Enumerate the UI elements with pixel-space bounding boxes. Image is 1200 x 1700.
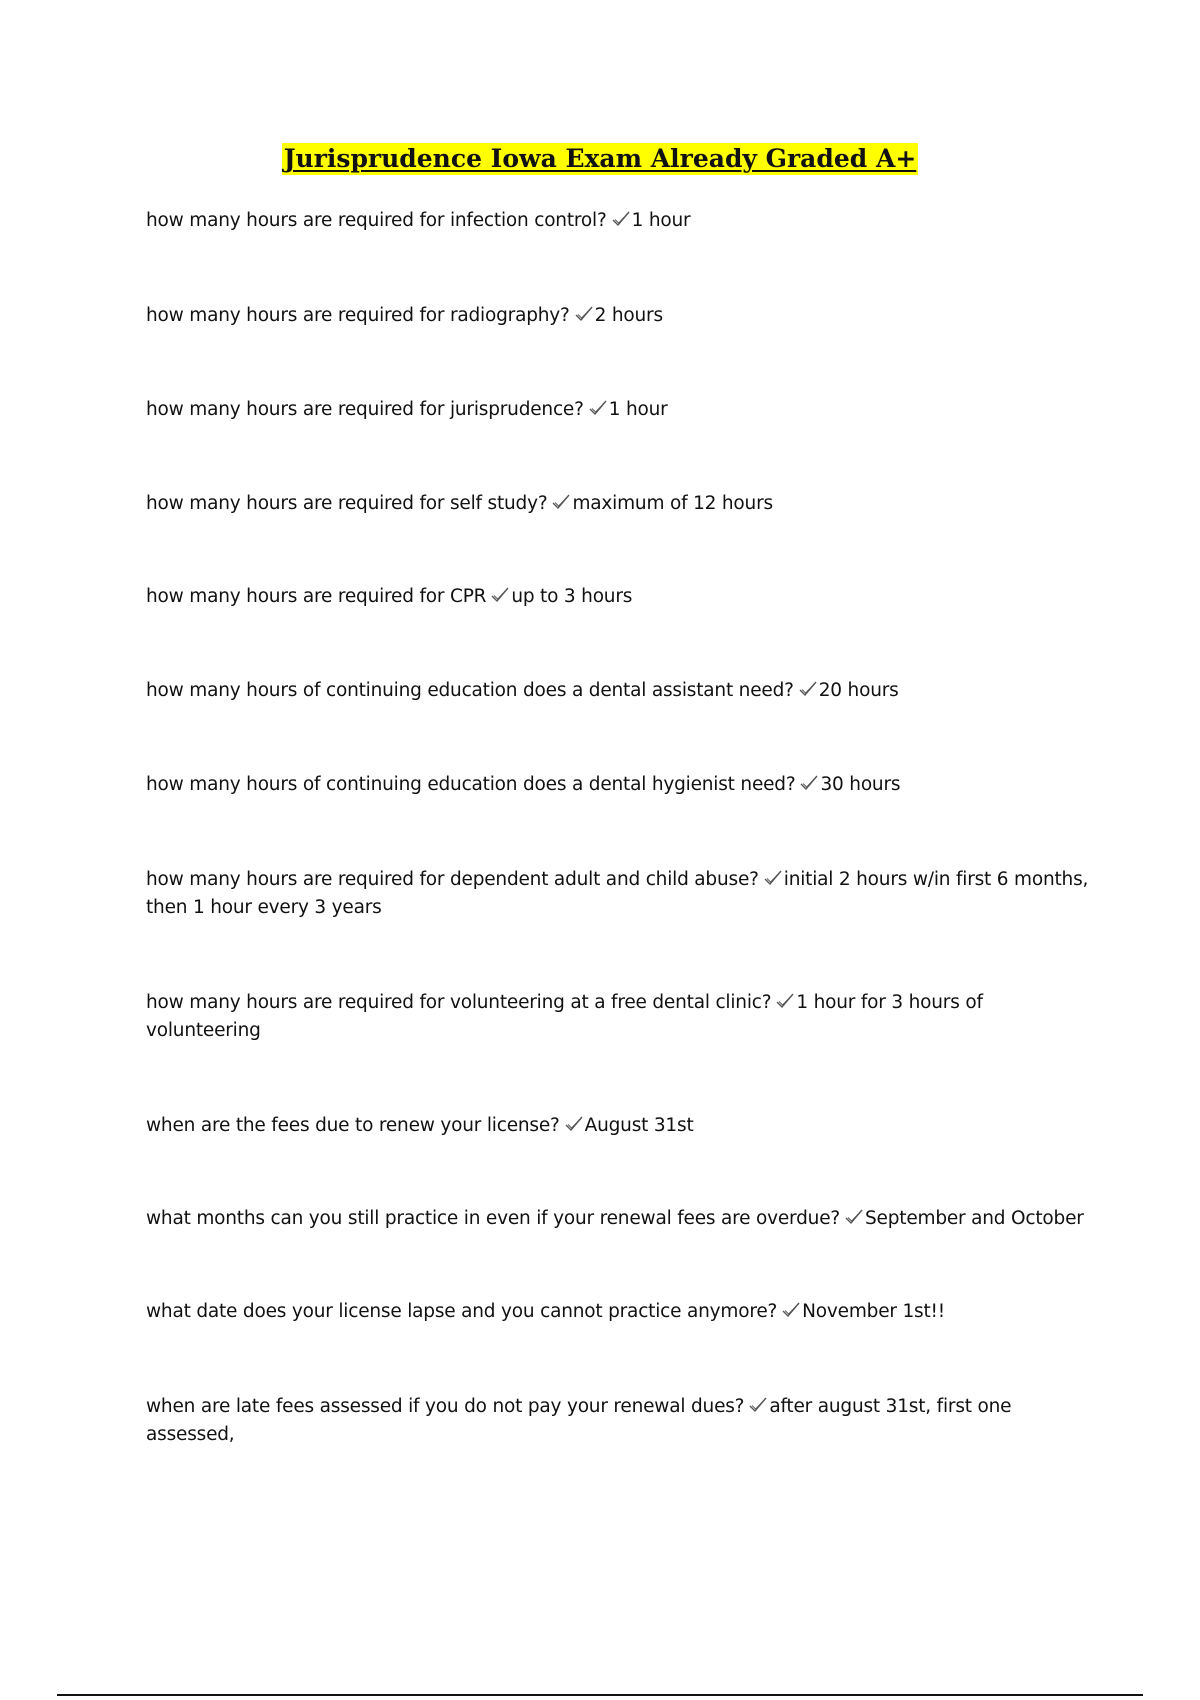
check-icon [748,1395,768,1413]
question-text: what date does your license lapse and you cannot practice anymore? [146,1301,778,1322]
qa-item [146,1112,1096,1140]
qa-item [146,771,1096,799]
check-icon [574,304,594,322]
qa-item [146,989,1096,1045]
answer-text: after august 31st, first one assessed, [146,1396,1012,1445]
answer-text: November 1st!! [802,1301,945,1322]
question-text: how many hours are required for infection control? [146,210,607,231]
answer-text: up to 3 hours [511,586,633,607]
qa-item [146,866,1096,922]
check-icon [775,991,795,1009]
answer-text: initial 2 hours w/in first 6 months, then 1 hour every 3 years [146,869,1089,918]
qa-item [146,396,1096,424]
question-text: how many hours are required for jurisprudence? [146,399,584,420]
qa-item [146,1393,1096,1449]
answer-text: 30 hours [820,774,901,795]
check-icon [551,492,571,510]
check-icon [781,1300,801,1318]
question-text: how many hours of continuing education does a dental hygienist need? [146,774,796,795]
answer-text: August 31st [584,1115,694,1136]
question-text: what months can you still practice in even if your renewal fees are overdue? [146,1208,840,1229]
qa-item [146,302,1096,330]
check-icon [798,679,818,697]
answer-text: September and October [865,1208,1084,1229]
question-text: how many hours are required for radiography? [146,305,570,326]
answer-text: 1 hour for 3 hours of volunteering [146,992,983,1041]
answer-text: 1 hour [608,399,668,420]
check-icon [611,209,631,227]
page-title: Jurisprudence Iowa Exam Already Graded A+ [283,144,917,173]
answer-text: 2 hours [594,305,663,326]
answer-text: maximum of 12 hours [572,493,773,514]
check-icon [844,1207,864,1225]
answer-text: 20 hours [818,680,899,701]
question-text: when are the fees due to renew your license? [146,1115,560,1136]
qa-item [146,1298,1096,1326]
check-icon [490,585,510,603]
question-text: how many hours are required for volunteering at a free dental clinic? [146,992,772,1013]
check-icon [564,1114,584,1132]
check-icon [763,868,783,886]
title-container [0,143,1200,175]
question-text: how many hours of continuing education does a dental assistant need? [146,680,794,701]
check-icon [588,398,608,416]
answer-text: 1 hour [631,210,691,231]
qa-item [146,583,1096,611]
footer-divider [57,1694,1143,1696]
qa-item [146,1205,1096,1233]
qa-item [146,490,1096,518]
qa-item [146,677,1096,705]
question-text: how many hours are required for dependent adult and child abuse? [146,869,759,890]
check-icon [799,773,819,791]
qa-item [146,207,1096,235]
question-text: how many hours are required for self study? [146,493,548,514]
question-text: when are late fees assessed if you do not pay your renewal dues? [146,1396,745,1417]
question-text: how many hours are required for CPR [146,586,487,607]
